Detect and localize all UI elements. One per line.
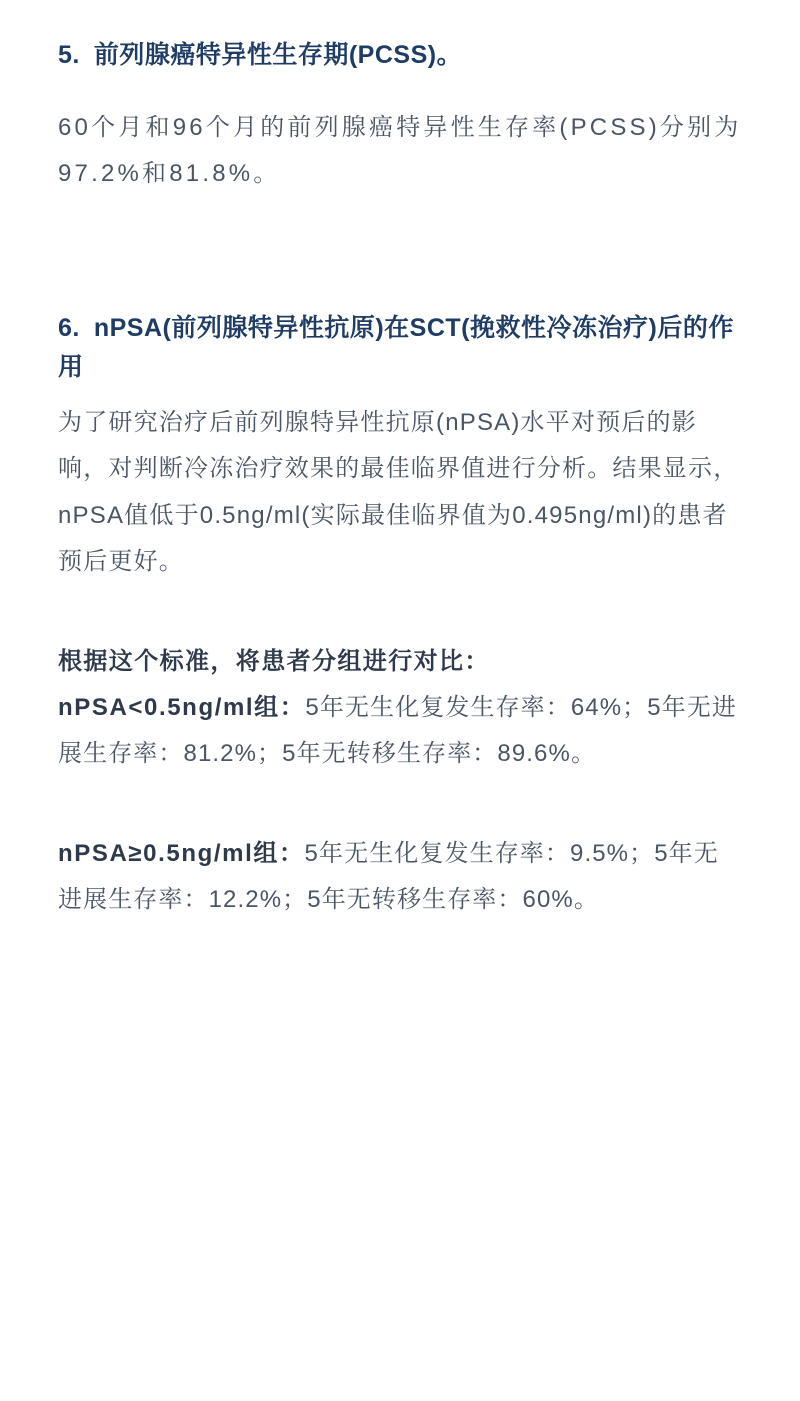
comparison-lead: 根据这个标准，将患者分组进行对比： [58, 647, 490, 675]
section-5 [58, 36, 742, 197]
group-text-high: 5年无生化复发生存率：9.5%；5年无进展生存率：12.2%；5年无转移生存率：60%。 [58, 839, 719, 914]
section-6-paragraph: 为了研究治疗后前列腺特异性抗原(nPSA)水平对预后的影响，对判断冷冻治疗效果的最佳临界值进行分析。结果显示，nPSA值低于0.5ng/ml(实际最佳临界值为0.495ng/ml)的患者预后更好。 [58, 409, 739, 575]
section-5-number: 5. [58, 41, 80, 69]
section-6-title: nPSA(前列腺特异性抗原)在SCT(挽救性冷冻治疗)后的作用 [58, 313, 734, 381]
section-6-heading [58, 309, 742, 387]
section-5-title: 前列腺癌特异性生存期(PCSS)。 [93, 41, 463, 69]
section-gap [58, 197, 742, 309]
spacer [58, 386, 742, 400]
group-label-high: nPSA≥0.5ng/ml组： [58, 839, 305, 867]
group-row [58, 685, 742, 777]
group-text-low: 5年无生化复发生存率：64%；5年无进展生存率：81.2%；5年无转移生存率：89.6%。 [58, 693, 738, 767]
section-5-heading [58, 36, 742, 75]
section-6-number: 6. [58, 313, 80, 342]
group-label-low: nPSA<0.5ng/ml组： [58, 693, 306, 721]
section-5-paragraph: 60个月和96个月的前列腺癌特异性生存率(PCSS)分别为97.2%和81.8%。 [58, 113, 742, 187]
spacer [58, 585, 742, 639]
section-6 [58, 309, 742, 923]
spacer [58, 777, 742, 831]
group-row [58, 831, 742, 923]
spacer [58, 75, 742, 105]
